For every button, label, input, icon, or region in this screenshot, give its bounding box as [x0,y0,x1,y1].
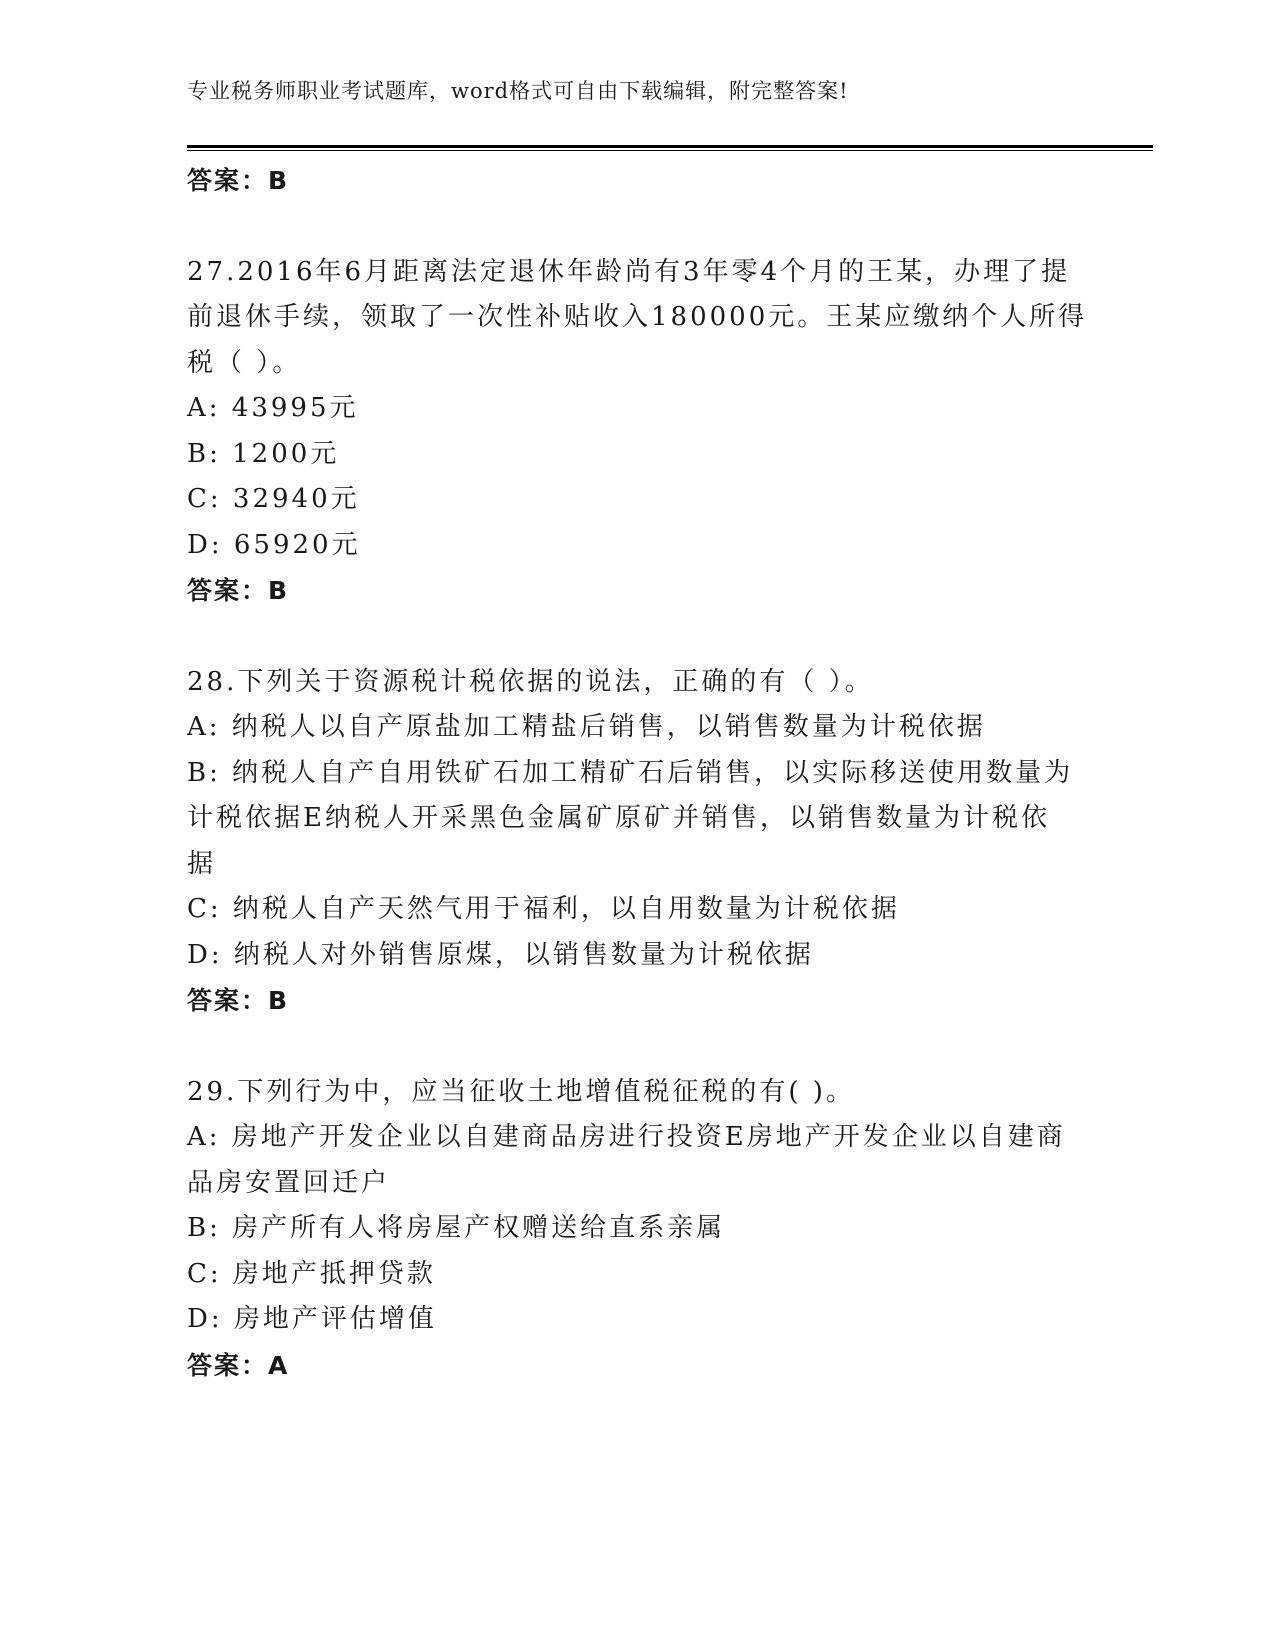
document-body [187,158,1087,1388]
question-stem: 28.下列关于资源税计税依据的说法，正确的有（ ）。 [187,666,874,697]
question-block [187,660,1087,1024]
option-a: A: 43995元 [187,393,359,423]
question-stem: 29.下列行为中，应当征收土地增值税征税的有( )。 [187,1076,855,1107]
question-block [187,1070,1087,1389]
answer-line: 答案：B [187,166,290,195]
option-c: C: 32940元 [187,484,360,514]
question-stem: 27.2016年6月距离法定退休年龄尚有3年零4个月的王某，办理了提 [187,256,1071,287]
spacer [187,614,1087,660]
question-stem: 前退休手续，领取了一次性补贴收入180000元。王某应缴纳个人所得 [187,302,1088,332]
option-a: A: 纳税人以自产原盐加工精盐后销售，以销售数量为计税依据 [187,712,986,742]
spacer [187,204,1087,250]
option-b: B: 1200元 [187,438,340,469]
option-a: A: 房地产开发企业以自建商品房进行投资E房地产开发企业以自建商 [187,1122,1066,1152]
option-b: B: 纳税人自产自用铁矿石加工精矿石后销售，以实际移送使用数量为 [187,757,1074,788]
option-d: D: 65920元 [187,529,361,560]
answer-line: 答案：A [187,1350,290,1380]
option-c: C: 纳税人自产天然气用于福利，以自用数量为计税依据 [187,894,900,924]
option-c: C: 房地产抵押贷款 [187,1258,436,1289]
option-d: D: 房地产评估增值 [187,1304,437,1334]
option-b: B: 房产所有人将房屋产权赠送给直系亲属 [187,1213,726,1243]
page-header: 专业税务师职业考试题库，word格式可自由下载编辑，附完整答案! [187,79,849,103]
header-rule-thick [187,145,1153,148]
answer-line: 答案：B [187,986,290,1015]
question-stem: 税（ ）。 [187,347,302,378]
question-block [187,250,1087,614]
option-b-continued: 据 [187,848,217,879]
answer-line: 答案：B [187,576,290,605]
option-a-continued: 品房安置回迁户 [187,1167,391,1198]
header-rule-thin [187,150,1153,151]
option-d: D: 纳税人对外销售原煤，以销售数量为计税依据 [187,939,814,970]
option-b-continued: 计税依据E纳税人开采黑色金属矿原矿并销售，以销售数量为计税依 [187,803,1050,833]
spacer [187,1024,1087,1070]
